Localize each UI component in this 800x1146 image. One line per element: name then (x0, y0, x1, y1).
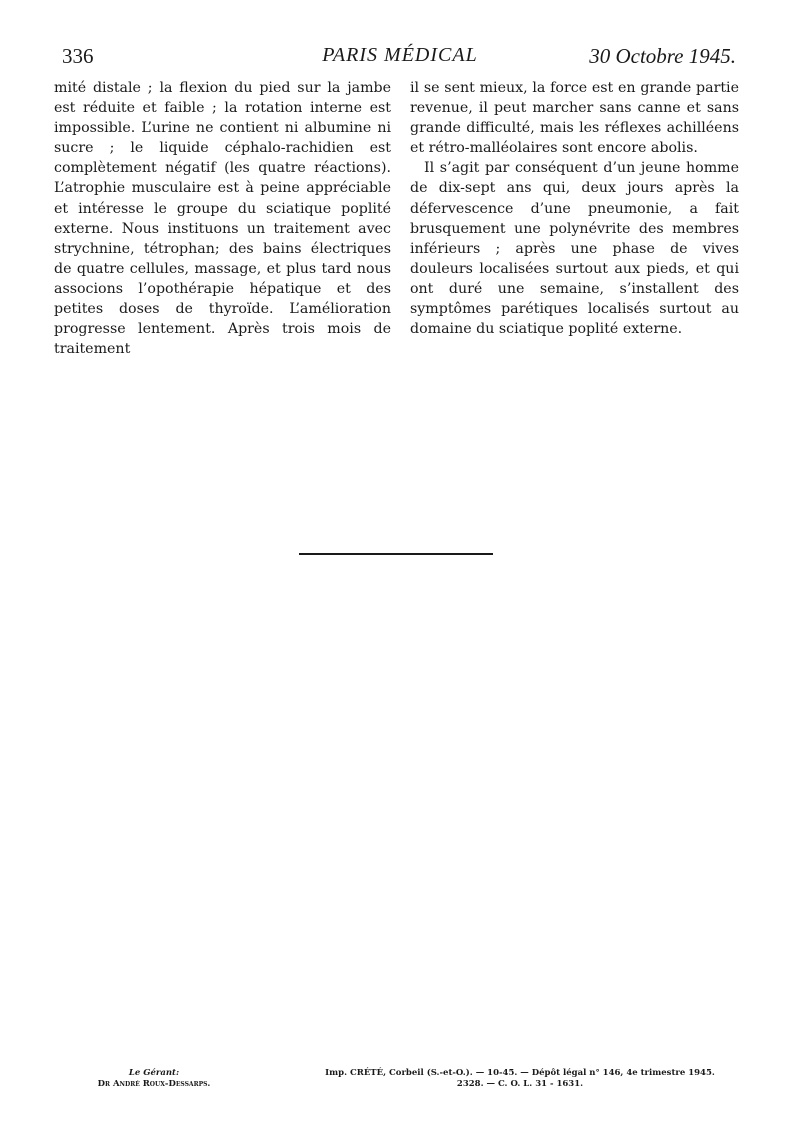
gerant-label: Le Gérant: (128, 1068, 180, 1078)
journal-title: PARIS MÉDICAL (322, 44, 478, 66)
right-column (410, 78, 739, 339)
imprint-line-1: Imp. CRÉTÉ, Corbeil (S.-et-O.). — 10-45. — Dépôt légal n° 146, 4e trimestre 1945. (325, 1068, 715, 1078)
footer-gerant (54, 1068, 254, 1090)
page-number: 336 (62, 44, 94, 68)
section-end-rule (299, 553, 493, 555)
footer-imprint (300, 1068, 740, 1090)
director-name: Dr André Roux-Dessarps. (97, 1079, 211, 1089)
imprint-line-2: 2328. — C. O. L. 31 - 1631. (456, 1079, 584, 1089)
issue-date: 30 Octobre 1945. (589, 44, 736, 68)
right-column-paragraph-1: il se sent mieux, la force est en grande partie revenue, il peut marcher sans canne et sans grande difficulté, mais les réflexes achilléens et rétro-malléolaires sont encore abolis. (410, 80, 739, 157)
left-column (54, 78, 391, 359)
left-column-text: mité distale ; la flexion du pied sur la jambe est réduite et faible ; la rotation interne est impossible. L’urine ne contient ni albumine ni sucre ; le liquide céphalo-rachidien est complètement négatif (les quatre réactions). L’atrophie musculaire est à peine appréciable et intéresse le groupe du sciatique poplité externe. Nous instituons un traitement avec strychnine, tétrophan; des bains électriques de quatre cellules, massage, et plus tard nous associons l’opothérapie hépatique et des petites doses de thyroïde. L’amélioration progresse lentement. Après trois mois de traitement (54, 80, 391, 358)
right-column-paragraph-2: Il s’agit par conséquent d’un jeune homme de dix-sept ans qui, deux jours après la défervescence d’une pneumonie, a fait brusquement une polynévrite des membres inférieurs ; après une phase de vives douleurs localisées surtout aux pieds, et qui ont duré une semaine, s’installent des symptômes parétiques localisés surtout au domaine du sciatique poplité externe. (410, 160, 739, 338)
